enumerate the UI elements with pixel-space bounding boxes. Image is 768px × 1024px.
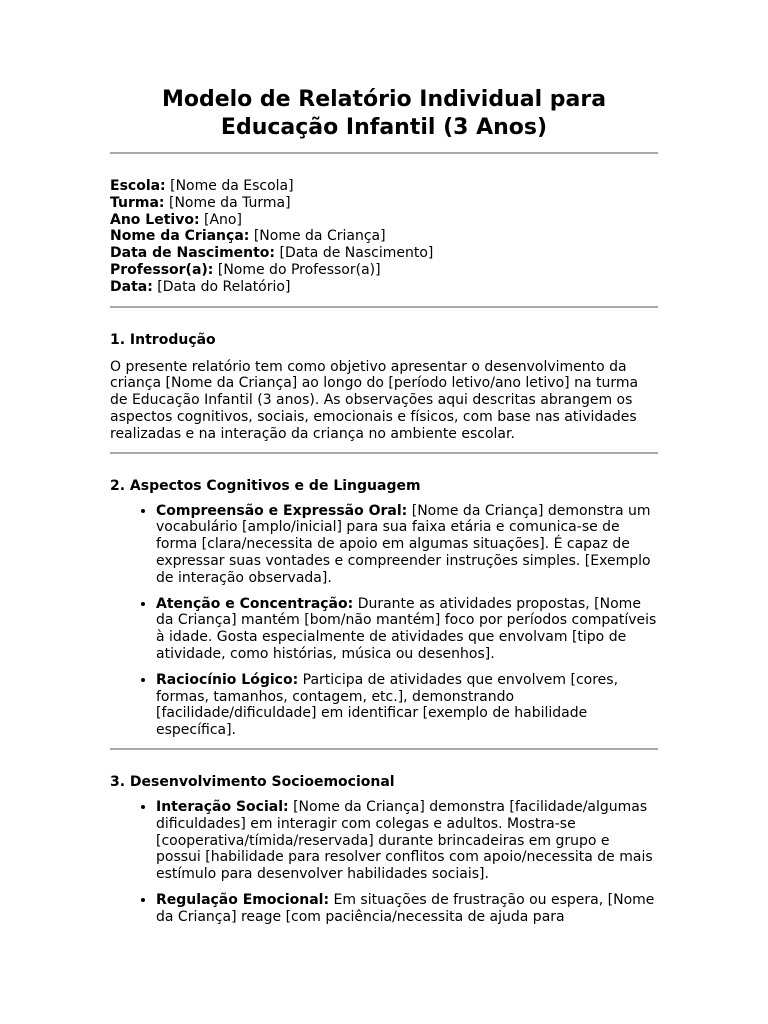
section-heading-cognitivos: 2. Aspectos Cognitivos e de Linguagem <box>110 477 421 494</box>
divider <box>110 748 658 750</box>
divider <box>110 152 658 154</box>
section-heading-socioemocional: 3. Desenvolvimento Socioemocional <box>110 773 395 790</box>
item-text: Participa de atividades que envolvem [cores, formas, tamanhos, contagem, etc.], demonstrando [facilidade/dificuldade] em identificar [exemplo de habilidade específica]. <box>156 671 619 739</box>
info-label: Nome da Criança: <box>110 228 250 245</box>
item-text: [Nome da Criança] demonstra um vocabulário [amplo/inicial] para sua faixa etária e comunica-se de forma [clara/necessita de apoio em algumas situações]. É capaz de expressar suas vontades e compreender instruções simples. [Exemplo de interação observada]. <box>156 502 651 586</box>
item-text: [Nome da Criança] demonstra [facilidade/algumas dificuldades] em interagir com colegas e adultos. Mostra-se [cooperativa/tímida/reservada] durante brincadeiras em grupo e possui [habilidade para resolver conflitos com apoio/necessita de mais estímulo para desenvolver habilidades sociais]. <box>156 798 653 883</box>
info-label: Data de Nascimento: <box>110 245 276 262</box>
info-value: [Nome da Turma] <box>168 194 291 211</box>
info-value: [Nome da Criança] <box>253 228 386 245</box>
section-heading-introducao: 1. Introdução <box>110 331 216 348</box>
divider <box>110 452 658 454</box>
document-title: Modelo de Relatório Individual para Educação Infantil (3 Anos) <box>161 87 607 140</box>
item-text: Em situações de frustração ou espera, [Nome da Criança] reage [com paciência/necessita de ajuda para <box>156 891 655 925</box>
info-value: [Ano] <box>204 211 242 228</box>
info-row-professor <box>110 262 658 279</box>
list-item <box>156 596 658 663</box>
item-label: Interação Social: <box>156 798 289 815</box>
item-label: Atenção e Concentração: <box>156 595 354 612</box>
info-row-data <box>110 279 658 296</box>
info-label: Ano Letivo: <box>110 211 200 228</box>
info-label: Turma: <box>110 194 165 211</box>
item-text: Durante as atividades propostas, [Nome da Criança] mantém [bom/não mantém] foco por períodos compatíveis à idade. Gosta especialmente de atividades que envolvam [tipo de atividade, como histórias, música ou desenhos]. <box>156 595 657 662</box>
item-label: Raciocínio Lógico: <box>156 671 299 688</box>
info-value: [Nome da Escola] <box>170 178 294 194</box>
info-value: [Nome do Professor(a)] <box>217 261 381 278</box>
info-row-turma <box>110 195 658 212</box>
document-content <box>110 86 658 926</box>
item-label: Regulação Emocional: <box>156 891 330 908</box>
info-row-escola <box>110 178 658 195</box>
info-label: Professor(a): <box>110 261 214 278</box>
list-item <box>156 892 658 926</box>
list-item <box>156 672 658 739</box>
divider <box>110 306 658 308</box>
list-item <box>156 799 658 883</box>
info-row-data-nascimento <box>110 245 658 262</box>
bullet-list <box>110 503 658 739</box>
info-block <box>110 178 658 296</box>
info-value: [Data do Relatório] <box>157 278 291 295</box>
item-label: Compreensão e Expressão Oral: <box>156 502 408 519</box>
section-paragraph: O presente relatório tem como objetivo apresentar o desenvolvimento da criança [Nome da Criança] ao longo do [período letivo/ano letivo] na turma de Educação Infantil (3 anos). As observações aqui descritas abrangem os aspectos cognitivos, sociais, emocionais e físicos, com base nas atividades realizadas e na interação da criança no ambiente escolar. <box>110 358 639 442</box>
info-label: Escola: <box>110 178 166 194</box>
info-value: [Data de Nascimento] <box>279 245 434 262</box>
info-row-ano-letivo <box>110 212 658 229</box>
info-label: Data: <box>110 278 153 295</box>
list-item <box>156 503 658 587</box>
info-row-nome-crianca <box>110 228 658 245</box>
bullet-list <box>110 799 658 926</box>
